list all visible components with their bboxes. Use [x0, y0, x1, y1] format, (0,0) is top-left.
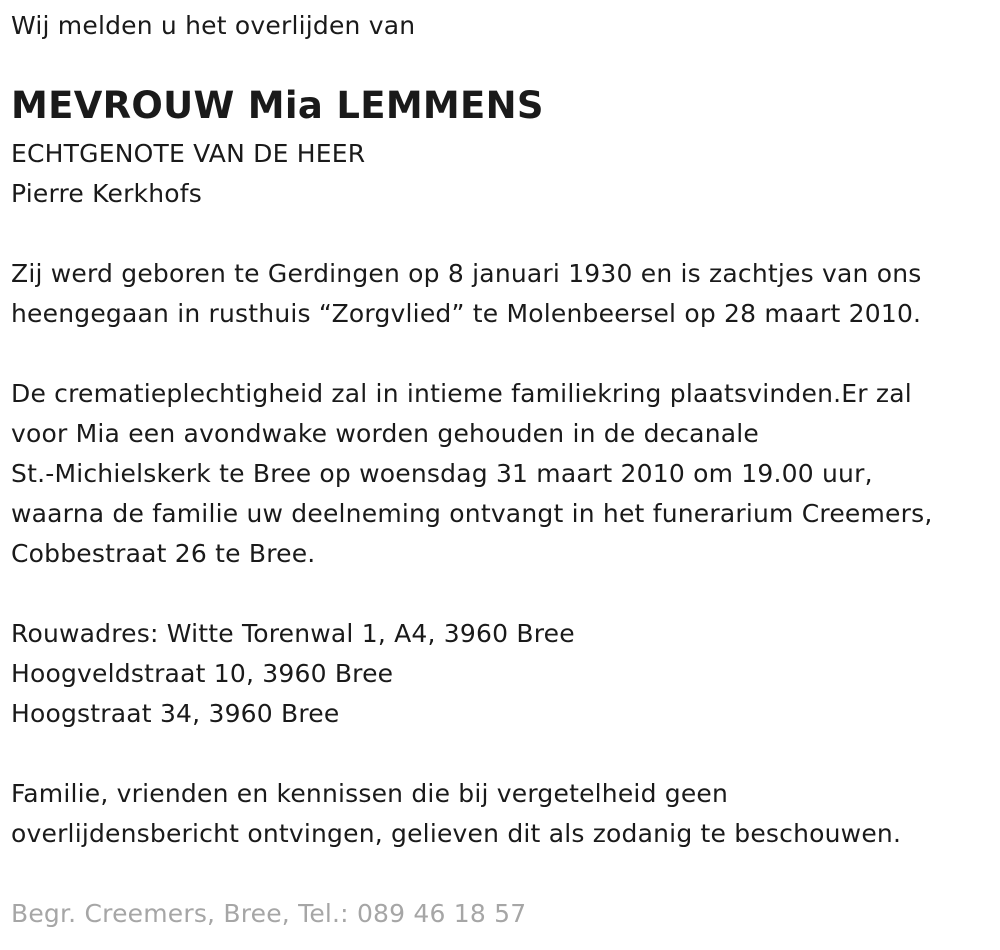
paragraph-line: Cobbestraat 26 te Bree. [11, 539, 316, 568]
intro-text: Wij melden u het overlijden van [11, 11, 416, 40]
spouse-block [11, 134, 365, 214]
paragraph-line: heengegaan in rusthuis “Zorgvlied” te Molenbeersel op 28 maart 2010. [11, 299, 922, 328]
funeral-home-footer: Begr. Creemers, Bree, Tel.: 089 46 18 57 [11, 899, 527, 928]
paragraph-line: voor Mia een avondwake worden gehouden in de decanale [11, 419, 759, 448]
address-line: Hoogveldstraat 10, 3960 Bree [11, 659, 394, 688]
address-block [11, 614, 575, 734]
birth-death-paragraph [11, 254, 921, 334]
paragraph-line: Familie, vrienden en kennissen die bij vergetelheid geen [11, 779, 729, 808]
spouse-relation: ECHTGENOTE VAN DE HEER [11, 139, 366, 168]
deceased-name: MEVROUW Mia LEMMENS [11, 84, 544, 127]
paragraph-line: Zij werd geboren te Gerdingen op 8 januari 1930 en is zachtjes van ons [11, 259, 922, 288]
family-note-paragraph [11, 774, 901, 854]
paragraph-line: overlijdensbericht ontvingen, gelieven dit als zodanig te beschouwen. [11, 819, 902, 848]
spouse-name: Pierre Kerkhofs [11, 179, 203, 208]
cremation-paragraph [11, 374, 932, 574]
paragraph-line: St.-Michielskerk te Bree op woensdag 31 maart 2010 om 19.00 uur, [11, 459, 873, 488]
paragraph-line: waarna de familie uw deelneming ontvangt in het funerarium Creemers, [11, 499, 933, 528]
mourning-address: Rouwadres: Witte Torenwal 1, A4, 3960 Bree [11, 619, 575, 648]
paragraph-line: De crematieplechtigheid zal in intieme familiekring plaatsvinden.Er zal [11, 379, 912, 408]
address-line: Hoogstraat 34, 3960 Bree [11, 699, 340, 728]
